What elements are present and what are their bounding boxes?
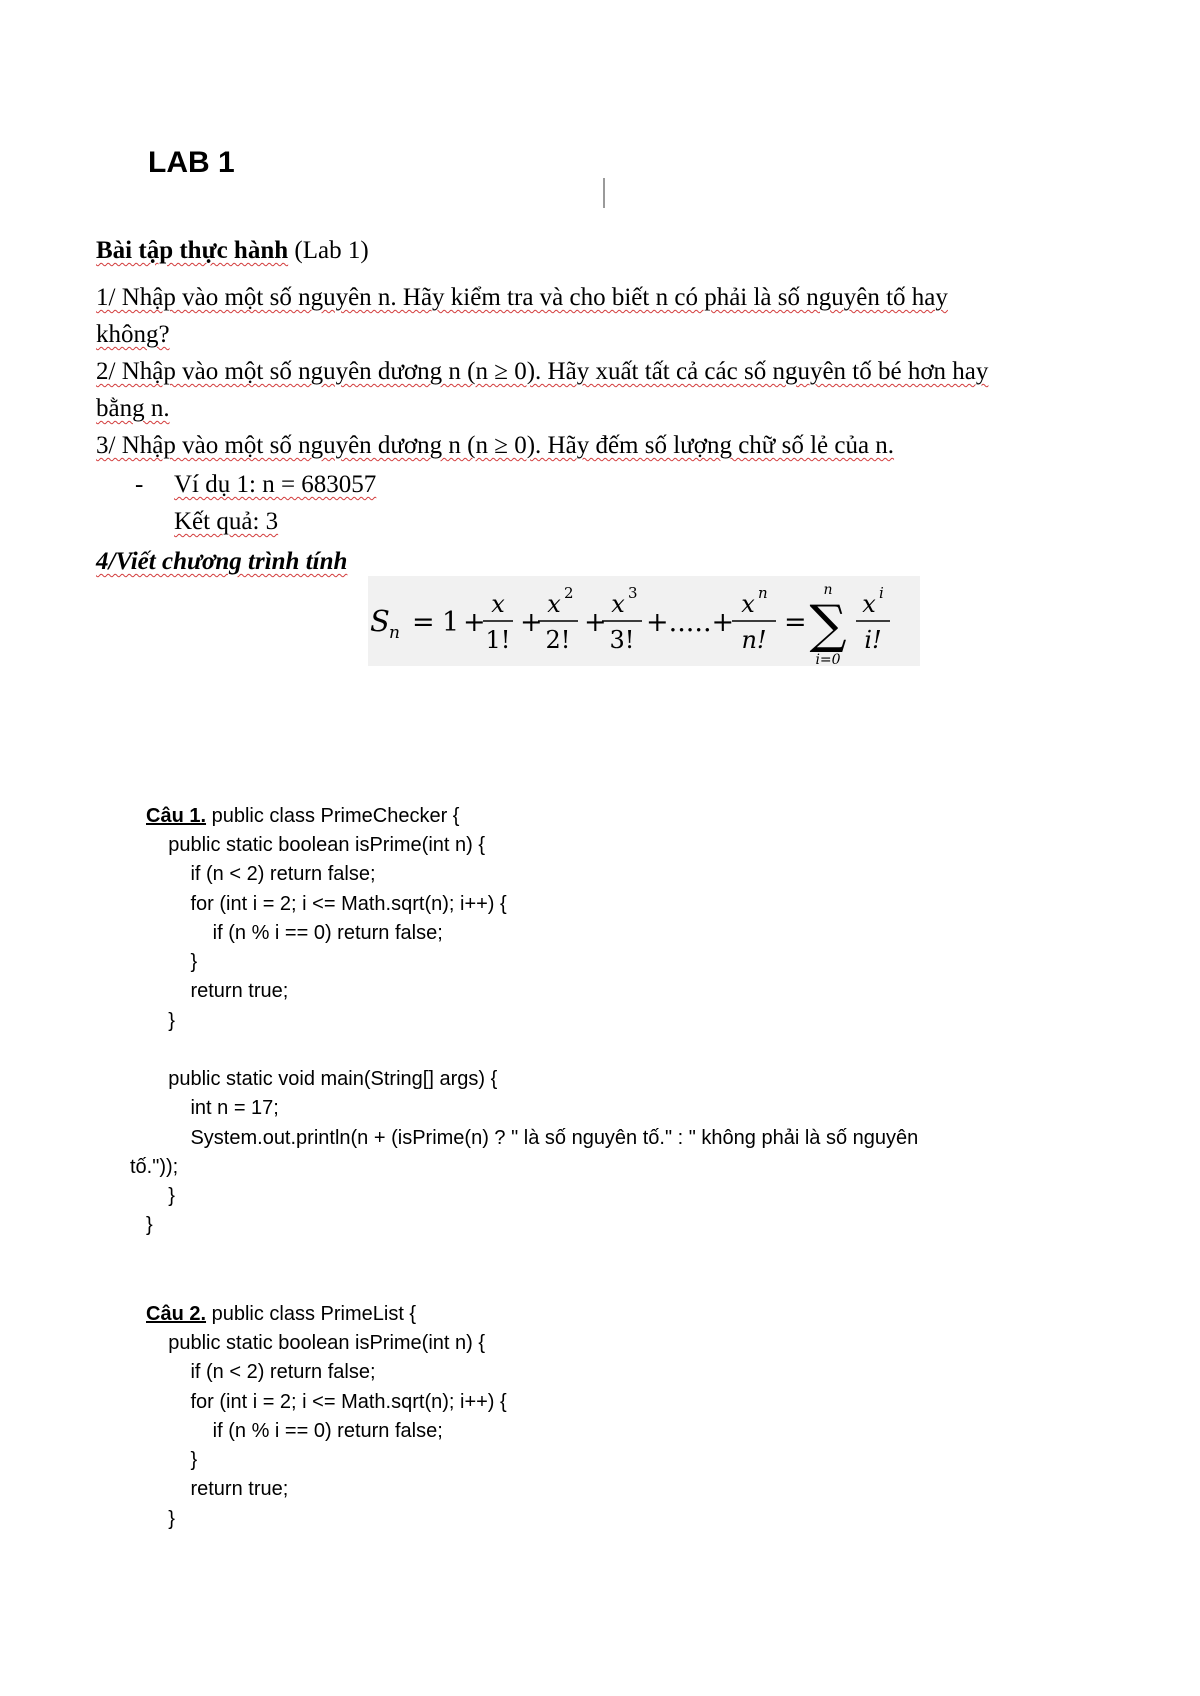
exercise-heading	[96, 232, 369, 269]
code-line: for (int i = 2; i <= Math.sqrt(n); i++) {	[146, 893, 507, 915]
sum-upper-limit: n	[823, 582, 833, 598]
term-sum-exponent: i	[879, 584, 884, 602]
sum-symbol: ∑	[809, 595, 847, 655]
code-line: public static void main(String[] args) {	[146, 1068, 498, 1090]
formula-plus-3: +	[584, 607, 607, 638]
code-line: if (n < 2) return false;	[146, 1361, 376, 1383]
term-1-denominator: 1!	[485, 626, 511, 654]
code-line: if (n < 2) return false;	[146, 863, 376, 885]
formula-image	[368, 576, 920, 666]
page-title: LAB 1	[148, 146, 235, 179]
code-line: if (n % i == 0) return false;	[146, 1420, 443, 1442]
example-bullet: -	[135, 471, 144, 498]
exercise-heading-bold: Bài tập thực hành	[96, 237, 289, 264]
formula-lhs-sub: n	[389, 623, 400, 643]
term-n-denominator: n!	[741, 626, 767, 654]
term-n-exponent: n	[758, 584, 768, 602]
term-3-denominator: 3!	[609, 626, 635, 654]
code-line: public class PrimeChecker {	[206, 805, 460, 827]
answer-2-label: Câu 2.	[146, 1303, 207, 1325]
formula-plus-2: +	[520, 607, 543, 638]
answer-1-label: Câu 1.	[146, 805, 207, 827]
question-1-line-1: 1/ Nhập vào một số nguyên n. Hãy kiểm tra và cho biết n có phải là số nguyên tố hay	[96, 284, 948, 311]
exercise-heading-rest: (Lab 1)	[288, 237, 369, 264]
term-3-exponent: 3	[628, 584, 638, 602]
term-n-numerator: x	[741, 590, 755, 618]
question-1-line-2: không?	[96, 321, 170, 348]
formula-ellipsis: +.....+	[646, 607, 735, 638]
code-line: public static boolean isPrime(int n) {	[146, 834, 486, 856]
code-line: public static boolean isPrime(int n) {	[146, 1332, 486, 1354]
code-line: public class PrimeList {	[206, 1303, 417, 1325]
formula-plus-1: +	[463, 607, 486, 638]
term-2-denominator: 2!	[545, 626, 571, 654]
question-2-line-2: bằng n.	[96, 395, 170, 422]
sum-lower-limit: i=0	[815, 652, 841, 666]
formula-svg	[368, 576, 920, 666]
code-line: for (int i = 2; i <= Math.sqrt(n); i++) {	[146, 1391, 507, 1413]
code-line: if (n % i == 0) return false;	[146, 922, 443, 944]
code-line: }	[146, 1449, 198, 1471]
example-line-2: Kết quả: 3	[174, 508, 279, 535]
code-line: System.out.println(n + (isPrime(n) ? " là số nguyên tố." : " không phải là số nguyên	[146, 1127, 919, 1149]
code-line: }	[146, 1508, 175, 1530]
text-cursor	[603, 178, 605, 208]
formula-equals: =	[412, 607, 435, 638]
example-line-1: Ví dụ 1: n = 683057	[174, 471, 377, 498]
term-2-numerator: x	[547, 590, 561, 618]
code-line: }	[146, 951, 198, 973]
code-line: }	[146, 1010, 175, 1032]
answer-1-block	[146, 802, 459, 831]
code-line: return true;	[146, 1478, 289, 1500]
term-sum-denominator: i!	[864, 626, 882, 654]
term-3-numerator: x	[611, 590, 625, 618]
term-2-exponent: 2	[564, 584, 574, 602]
code-line: return true;	[146, 980, 289, 1002]
question-3-line-1: 3/ Nhập vào một số nguyên dương n (n ≥ 0). Hãy đếm số lượng chữ số lẻ của n.	[96, 432, 895, 459]
formula-one: 1	[442, 607, 460, 638]
question-4-line-1: 4/Viết chương trình tính	[96, 548, 348, 575]
question-2-line-1: 2/ Nhập vào một số nguyên dương n (n ≥ 0). Hãy xuất tất cả các số nguyên tố bé hơn hay	[96, 358, 989, 385]
term-sum-numerator: x	[862, 590, 876, 618]
code-line: }	[146, 1214, 153, 1236]
answer-2-block	[146, 1300, 416, 1329]
code-line: tố."));	[130, 1156, 179, 1178]
code-line: }	[146, 1185, 175, 1207]
code-line: int n = 17;	[146, 1097, 279, 1119]
term-1-numerator: x	[491, 590, 505, 618]
formula-lhs-symbol: S	[370, 604, 390, 638]
formula-equals-2: =	[784, 607, 807, 638]
